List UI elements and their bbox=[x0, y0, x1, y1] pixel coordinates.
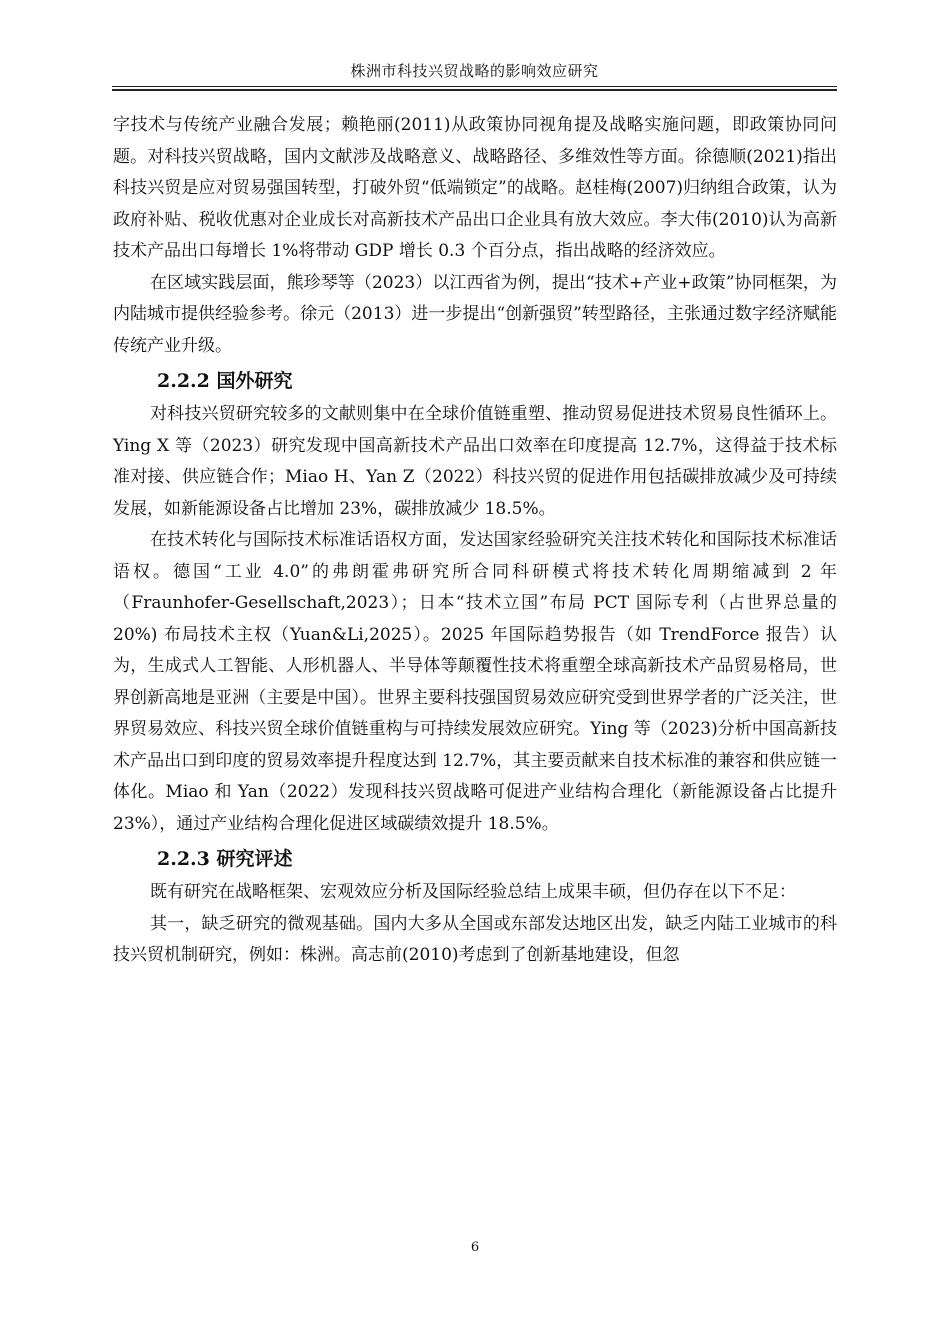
paragraph-3: 对科技兴贸研究较多的文献则集中在全球价值链重塑、推动贸易促进技术贸易良性循环上。Ying X 等（2023）研究发现中国高新技术产品出口效率在印度提高 12.7%，这得益于技术标准对接、供应链合作；Miao H、Yan Z（2022）科技兴贸的促进作用包括碳排放减少及可持续发展，如新能源设备占比增加 23%，碳排放减少 18.5%。 bbox=[113, 404, 837, 519]
page-number: 6 bbox=[470, 1240, 480, 1255]
running-header: 株洲市科技兴贸战略的影响效应研究 bbox=[350, 62, 599, 80]
paragraph-4: 在技术转化与国际技术标准话语权方面，发达国家经验研究关注技术转化和国际技术标准话语权。德国“工业 4.0”的弗朗霍弗研究所合同科研模式将技术转化周期缩减到 2 年（Fraunhofer-Gesellschaft,2023）；日本“技术立国”布局 PCT 国际专利（占世界总量的 20%) 布局技术主权（Yuan&Li,2025）。2025 年国际趋势报告（如 TrendForce 报告）认为，生成式人工智能、人形机器人、半导体等颠覆性技术将重塑全球高新技术产品贸易格局，世界创新高地是亚洲（主要是中国）。世界主要科技强国贸易效应研究受到世界学者的广泛关注，世界贸易效应、科技兴贸全球价值链重构与可持续发展效应研究。Ying 等（2023)分析中国高新技术产品出口到印度的贸易效率提升程度达到 12.7%，其主要贡献来自技术标准的兼容和供应链一体化。Miao 和 Yan（2022）发现科技兴贸战略可促进产业结构合理化（新能源设备占比提升 23%），通过产业结构合理化促进区域碳绩效提升 18.5%。 bbox=[113, 530, 837, 834]
header-rule bbox=[112, 86, 837, 91]
paragraph-6: 其一，缺乏研究的微观基础。国内大多从全国或东部发达地区出发，缺乏内陆工业城市的科技兴贸机制研究，例如：株洲。高志前(2010)考虑到了创新基地建设，但忽 bbox=[113, 913, 837, 965]
paragraph-1: 字技术与传统产业融合发展；赖艳丽(2011)从政策协同视角提及战略实施问题，即政策协同问题。对科技兴贸战略，国内文献涉及战略意义、战略路径、多维效性等方面。徐德顺(2021)指出科技兴贸是应对贸易强国转型，打破外贸“低端锁定”的战略。赵桂梅(2007)归纳组合政策，认为政府补贴、税收优惠对企业成长对高新技术产品出口企业具有放大效应。李大伟(2010)认为高新技术产品出口每增长 1%将带动 GDP 增长 0.3 个百分点，指出战略的经济效应。 bbox=[113, 115, 837, 261]
section-heading-2-2-2: 2.2.2 国外研究 bbox=[157, 370, 293, 392]
section-heading-2-2-3: 2.2.3 研究评述 bbox=[157, 848, 293, 870]
page-body bbox=[113, 110, 837, 972]
paragraph-2: 在区域实践层面，熊珍琴等（2023）以江西省为例，提出“技术+产业+政策”协同框架，为内陆城市提供经验参考。徐元（2013）进一步提出“创新强贸”转型路径，主张通过数字经济赋能传统产业升级。 bbox=[113, 272, 837, 356]
paragraph-5: 既有研究在战略框架、宏观效应分析及国际经验总结上成果丰硕，但仍存在以下不足： bbox=[150, 882, 796, 902]
